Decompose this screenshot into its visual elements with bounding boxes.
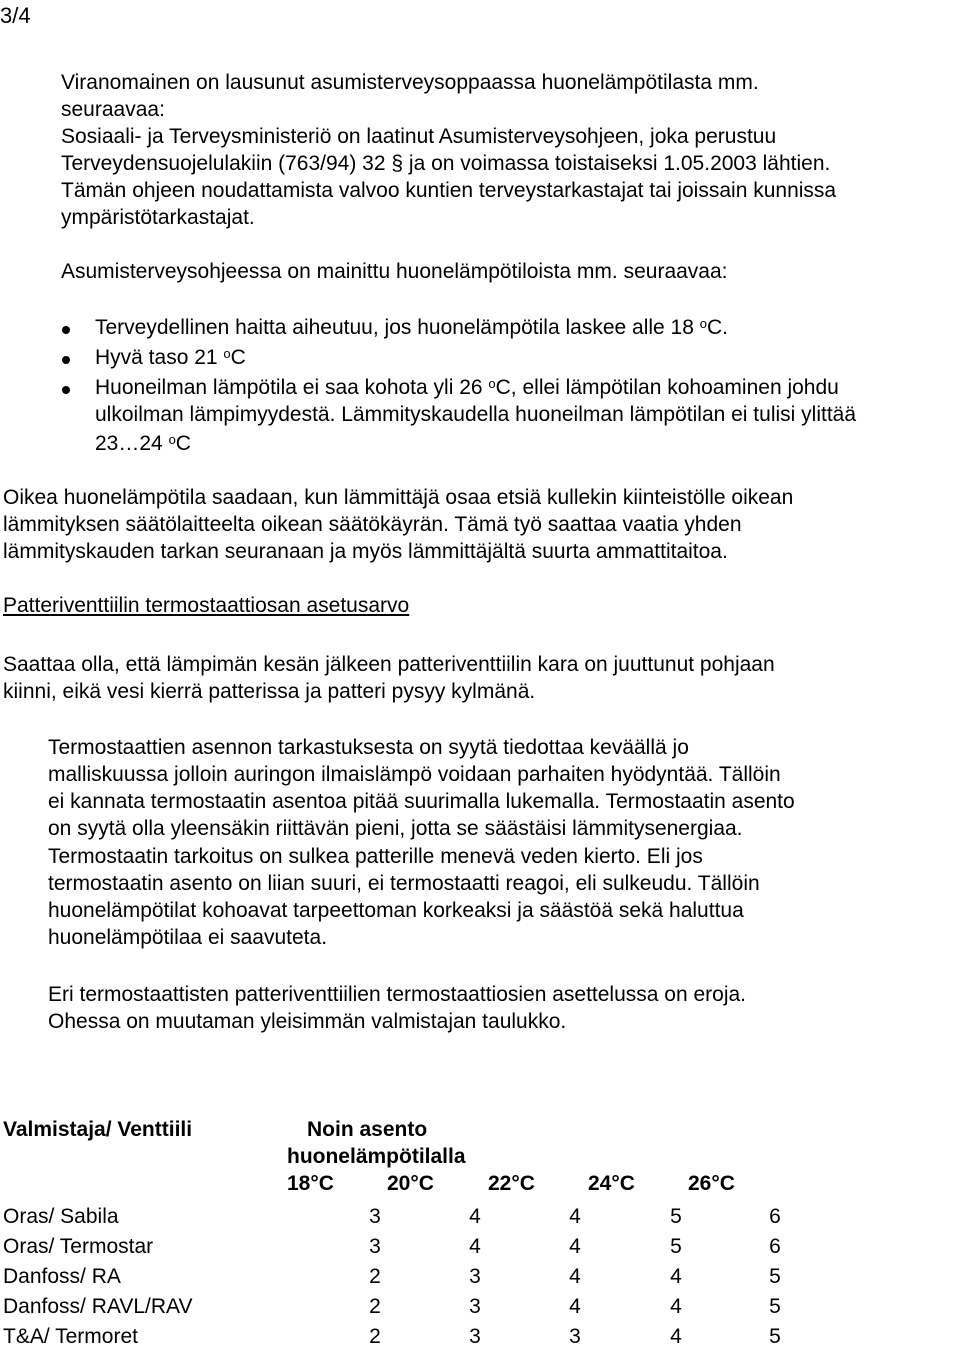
unit: C <box>175 432 191 455</box>
value-cell: 3 <box>469 1295 481 1318</box>
text-segment: Huoneilman lämpötila ei saa kohota yli 26 <box>95 376 483 399</box>
asumis-intro: Asumisterveysohjeessa on mainittu huonelämpötiloista mm. seuraavaa: <box>61 260 728 283</box>
text-segment: ja on voimassa toistaiseksi 1.05.2003 lähtien. <box>408 152 831 175</box>
value-cell: 2 <box>369 1295 381 1318</box>
value-cell: 5 <box>670 1235 682 1258</box>
section-symbol: § <box>391 152 404 175</box>
manufacturer-cell: Danfoss/ RA <box>3 1265 121 1288</box>
text-segment: Hyvä taso 21 <box>95 346 218 369</box>
manufacturer-cell: Danfoss/ RAVL/RAV <box>3 1295 193 1318</box>
manufacturer-cell: T&A/ Termoret <box>3 1325 138 1348</box>
section-heading: Patteriventtiilin termostaattiosan asetusarvo <box>3 594 410 617</box>
text-segment: Terveydensuojelulakiin (763/94) 32 <box>61 152 386 175</box>
value-cell: 2 <box>369 1265 381 1288</box>
value-cell: 6 <box>769 1235 781 1258</box>
text-line: huonelämpötilat kohoavat tarpeettoman korkeaksi ja säästöä sekä haluttua <box>48 899 744 922</box>
value-cell: 4 <box>569 1295 581 1318</box>
value-cell: 3 <box>369 1235 381 1258</box>
bullet-icon <box>62 356 70 364</box>
text-line: Tämän ohjeen noudattamista valvoo kuntien terveystarkastajat tai joissain kunnissa <box>61 179 837 202</box>
bullet-item <box>95 314 728 341</box>
text-segment: Terveydellinen haitta aiheutuu, jos huonelämpötila laskee alle 18 <box>95 316 694 339</box>
bullet-icon <box>62 326 70 334</box>
text-line <box>61 150 830 177</box>
value-cell: 3 <box>569 1325 581 1348</box>
temp-header: 26°C <box>688 1172 735 1195</box>
bullet-continuation: ulkoilman lämpimyydestä. Lämmityskaudella huoneilman lämpötilan ei tulisi ylittää <box>95 403 857 426</box>
text-line: Ohessa on muutaman yleisimmän valmistajan taulukko. <box>48 1010 567 1033</box>
text-line: ympäristötarkastajat. <box>61 206 255 229</box>
text-line: malliskuussa jolloin auringon ilmaislämpö voidaan parhaiten hyödyntää. Tällöin <box>48 763 781 786</box>
group-header: huonelämpötilalla <box>287 1145 466 1168</box>
value-cell: 5 <box>670 1205 682 1228</box>
value-cell: 6 <box>769 1205 781 1228</box>
value-cell: 5 <box>769 1295 781 1318</box>
value-cell: 4 <box>569 1265 581 1288</box>
temp-header: 22°C <box>488 1172 535 1195</box>
value-cell: 3 <box>369 1205 381 1228</box>
bullet-item <box>95 374 839 401</box>
text-line: seuraavaa: <box>61 98 165 121</box>
manufacturer-cell: Oras/ Sabila <box>3 1205 119 1228</box>
value-cell: 5 <box>769 1325 781 1348</box>
value-cell: 4 <box>469 1205 481 1228</box>
value-cell: 4 <box>569 1235 581 1258</box>
text-line: on syytä olla yleensäkin riittävän pieni, jotta se säästäisi lämmitysenergiaa. <box>48 817 743 840</box>
text-line: Eri termostaattisten patteriventtiilien termostaattiosien asettelussa on eroja. <box>48 983 747 1006</box>
text-line: Termostaatin tarkoitus on sulkea patterille menevä veden kierto. Eli jos <box>48 845 703 868</box>
temp-header: 18°C <box>287 1172 334 1195</box>
text-line: Oikea huonelämpötila saadaan, kun lämmittäjä osaa etsiä kullekin kiinteistölle oikean <box>3 486 794 509</box>
bullet-item <box>95 344 246 371</box>
value-cell: 4 <box>469 1235 481 1258</box>
text-line: ei kannata termostaatin asentoa pitää suurimalla lukemalla. Termostaatin asento <box>48 790 795 813</box>
value-cell: 3 <box>469 1265 481 1288</box>
text-line: lämmityksen säätölaitteelta oikean säätökäyrän. Tämä työ saattaa vaatia yhden <box>3 513 742 536</box>
degree-symbol: o <box>168 432 176 447</box>
value-cell: 2 <box>369 1325 381 1348</box>
value-cell: 4 <box>670 1265 682 1288</box>
degree-symbol: o <box>699 316 707 331</box>
page-number: 3/4 <box>0 3 31 28</box>
text-line: Sosiaali- ja Terveysministeriö on laatinut Asumisterveysohjeen, joka perustuu <box>61 125 777 148</box>
text-segment: C, ellei lämpötilan kohoaminen johdu <box>495 376 839 399</box>
column-header-manufacturer: Valmistaja/ Venttiili <box>3 1118 193 1141</box>
value-cell: 4 <box>569 1205 581 1228</box>
unit: C. <box>706 316 728 339</box>
degree-symbol: o <box>223 346 231 361</box>
text-line: kiinni, eikä vesi kierrä patterissa ja patteri pysyy kylmänä. <box>3 680 536 703</box>
value-cell: 4 <box>670 1295 682 1318</box>
bullet-continuation <box>95 430 191 457</box>
temp-header: 24°C <box>588 1172 635 1195</box>
temp-header: 20°C <box>387 1172 434 1195</box>
text-line: Saattaa olla, että lämpimän kesän jälkeen patteriventtiilin kara on juuttunut pohjaan <box>3 653 775 676</box>
degree-symbol: o <box>488 376 496 391</box>
text-line: Viranomainen on lausunut asumisterveysoppaassa huonelämpötilasta mm. <box>61 71 759 94</box>
bullet-icon <box>62 386 70 394</box>
text-line: termostaatin asento on liian suuri, ei termostaatti reagoi, eli sulkeudu. Tällöin <box>48 872 760 895</box>
group-header: Noin asento <box>307 1118 428 1141</box>
text-line: lämmityskauden tarkan seuranaan ja myös lämmittäjältä suurta ammattitaitoa. <box>3 540 728 563</box>
text-segment: 23…24 <box>95 432 163 455</box>
value-cell: 5 <box>769 1265 781 1288</box>
unit: C <box>230 346 246 369</box>
text-line: huonelämpötilaa ei saavuteta. <box>48 926 328 949</box>
value-cell: 3 <box>469 1325 481 1348</box>
value-cell: 4 <box>670 1325 682 1348</box>
text-line: Termostaattien asennon tarkastuksesta on syytä tiedottaa keväällä jo <box>48 736 689 759</box>
manufacturer-cell: Oras/ Termostar <box>3 1235 154 1258</box>
